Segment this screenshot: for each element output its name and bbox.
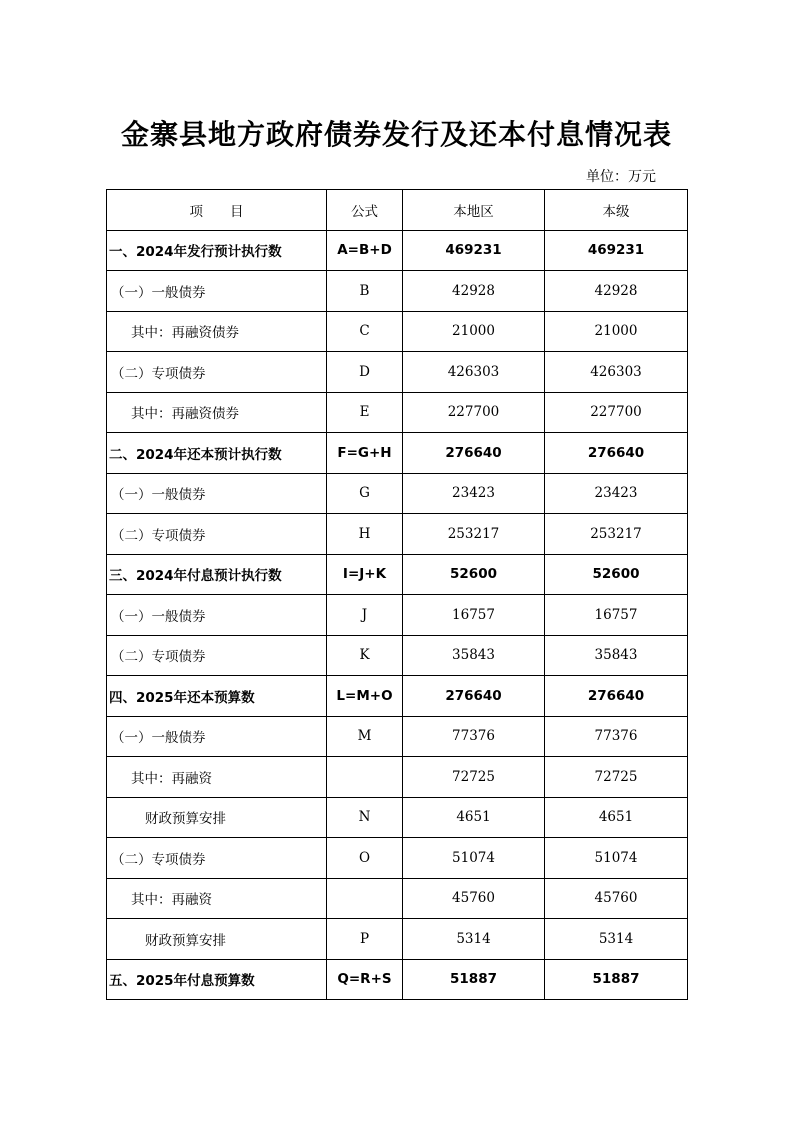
row-level-value: 51074 <box>545 838 688 879</box>
row-region-value: 21000 <box>403 311 545 352</box>
row-formula-cell: H <box>327 514 403 555</box>
table-row <box>107 757 688 798</box>
row-level-value: 35843 <box>545 635 688 676</box>
row-item-cell: （二）专项债券 <box>107 352 327 393</box>
row-formula-cell: C <box>327 311 403 352</box>
table-body <box>107 230 688 1000</box>
row-item-cell: 财政预算安排 <box>107 919 327 960</box>
table-row <box>107 595 688 636</box>
row-region-value: 469231 <box>403 230 545 271</box>
row-formula-cell: F=G+H <box>327 433 403 474</box>
row-formula-cell: D <box>327 352 403 393</box>
row-item-cell: （二）专项债券 <box>107 635 327 676</box>
row-level-value: 469231 <box>545 230 688 271</box>
row-level-value: 4651 <box>545 797 688 838</box>
unit-label: 单位：万元 <box>586 169 656 185</box>
debt-table <box>106 189 688 1000</box>
table-row <box>107 311 688 352</box>
page-title: 金寨县地方政府债券发行及还本付息情况表 <box>120 118 672 151</box>
row-item-cell: （一）一般债券 <box>107 473 327 514</box>
row-item-cell: 四、2025年还本预算数 <box>107 676 327 717</box>
row-level-value: 227700 <box>545 392 688 433</box>
table-row <box>107 352 688 393</box>
table-row <box>107 392 688 433</box>
row-formula-cell: G <box>327 473 403 514</box>
row-level-value: 276640 <box>545 433 688 474</box>
row-formula-cell: K <box>327 635 403 676</box>
table-row <box>107 838 688 879</box>
table-row <box>107 878 688 919</box>
row-formula-cell <box>327 878 403 919</box>
row-region-value: 35843 <box>403 635 545 676</box>
row-item-cell: （一）一般债券 <box>107 716 327 757</box>
row-region-value: 276640 <box>403 676 545 717</box>
table-row <box>107 676 688 717</box>
row-formula-cell: A=B+D <box>327 230 403 271</box>
row-item-cell: （一）一般债券 <box>107 271 327 312</box>
row-formula-cell: I=J+K <box>327 554 403 595</box>
row-item-cell: 其中：再融资债券 <box>107 311 327 352</box>
table-header-row <box>107 190 688 231</box>
row-formula-cell: M <box>327 716 403 757</box>
row-level-value: 23423 <box>545 473 688 514</box>
row-formula-cell: J <box>327 595 403 636</box>
header-formula: 公式 <box>327 190 403 231</box>
row-level-value: 5314 <box>545 919 688 960</box>
row-level-value: 253217 <box>545 514 688 555</box>
header-level: 本级 <box>545 190 688 231</box>
row-item-cell: 财政预算安排 <box>107 797 327 838</box>
row-region-value: 42928 <box>403 271 545 312</box>
row-level-value: 426303 <box>545 352 688 393</box>
table-row <box>107 716 688 757</box>
row-level-value: 52600 <box>545 554 688 595</box>
row-region-value: 253217 <box>403 514 545 555</box>
row-level-value: 72725 <box>545 757 688 798</box>
table-row <box>107 473 688 514</box>
row-item-cell: 五、2025年付息预算数 <box>107 959 327 1000</box>
row-item-cell: 其中：再融资 <box>107 878 327 919</box>
row-item-cell: 二、2024年还本预计执行数 <box>107 433 327 474</box>
table-row <box>107 797 688 838</box>
row-region-value: 77376 <box>403 716 545 757</box>
row-region-value: 51887 <box>403 959 545 1000</box>
row-region-value: 16757 <box>403 595 545 636</box>
row-level-value: 42928 <box>545 271 688 312</box>
row-region-value: 23423 <box>403 473 545 514</box>
table-row <box>107 554 688 595</box>
table-row <box>107 230 688 271</box>
row-region-value: 5314 <box>403 919 545 960</box>
row-level-value: 21000 <box>545 311 688 352</box>
row-level-value: 51887 <box>545 959 688 1000</box>
row-level-value: 45760 <box>545 878 688 919</box>
table-row <box>107 959 688 1000</box>
row-item-cell: 其中：再融资债券 <box>107 392 327 433</box>
row-region-value: 227700 <box>403 392 545 433</box>
row-region-value: 45760 <box>403 878 545 919</box>
row-level-value: 16757 <box>545 595 688 636</box>
table-row <box>107 919 688 960</box>
row-formula-cell: O <box>327 838 403 879</box>
table-row <box>107 635 688 676</box>
row-level-value: 77376 <box>545 716 688 757</box>
row-region-value: 72725 <box>403 757 545 798</box>
table-row <box>107 271 688 312</box>
row-formula-cell: N <box>327 797 403 838</box>
row-item-cell: （二）专项债券 <box>107 838 327 879</box>
row-item-cell: 一、2024年发行预计执行数 <box>107 230 327 271</box>
table-row <box>107 433 688 474</box>
row-region-value: 52600 <box>403 554 545 595</box>
row-item-cell: （一）一般债券 <box>107 595 327 636</box>
row-region-value: 276640 <box>403 433 545 474</box>
row-formula-cell: B <box>327 271 403 312</box>
row-formula-cell: P <box>327 919 403 960</box>
row-item-cell: （二）专项债券 <box>107 514 327 555</box>
row-item-cell: 其中：再融资 <box>107 757 327 798</box>
header-item: 项 目 <box>107 190 327 231</box>
row-item-cell: 三、2024年付息预计执行数 <box>107 554 327 595</box>
row-formula-cell: L=M+O <box>327 676 403 717</box>
header-region: 本地区 <box>403 190 545 231</box>
table-row <box>107 514 688 555</box>
row-region-value: 426303 <box>403 352 545 393</box>
row-region-value: 51074 <box>403 838 545 879</box>
row-region-value: 4651 <box>403 797 545 838</box>
row-formula-cell <box>327 757 403 798</box>
row-level-value: 276640 <box>545 676 688 717</box>
row-formula-cell: Q=R+S <box>327 959 403 1000</box>
row-formula-cell: E <box>327 392 403 433</box>
